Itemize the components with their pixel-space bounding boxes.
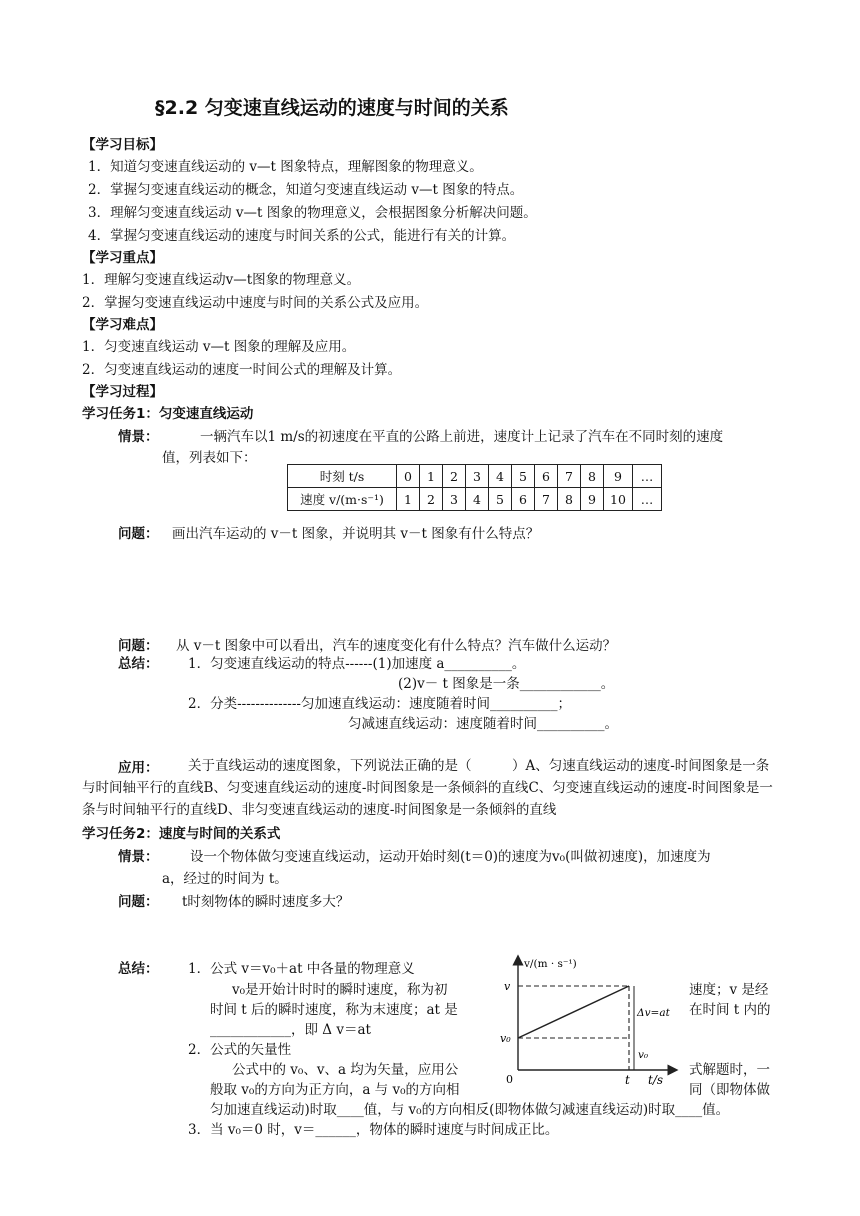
table-cell: 8 bbox=[581, 465, 604, 488]
table-cell: … bbox=[633, 465, 662, 488]
table-cell: 4 bbox=[489, 465, 512, 488]
focus-item: 2．掌握匀变速直线运动中速度与时间的关系公式及应用。 bbox=[82, 295, 429, 311]
table-cell: 9 bbox=[604, 465, 633, 488]
table-row bbox=[288, 488, 662, 511]
goal-item: 2．掌握匀变速直线运动的概念，知道匀变速直线运动 v—t 图象的特点。 bbox=[88, 182, 524, 198]
task2-summary-label: 总结： bbox=[118, 961, 159, 977]
task2-summary-2b-right: 同（即物体做 bbox=[689, 1082, 770, 1098]
task2-heading: 学习任务2：速度与时间的关系式 bbox=[82, 826, 281, 842]
task2-summary-2c: 匀加速直线运动)时取____值，与 v₀的方向相反(即物体做匀减速直线运动)时取____值。 bbox=[210, 1102, 730, 1118]
table-cell: 4 bbox=[466, 488, 489, 511]
task1-q1-label: 问题： bbox=[118, 526, 159, 542]
task2-summary-1c: ____________，即 Δ v＝at bbox=[210, 1022, 371, 1038]
task2-summary-1b: 时间 t 后的瞬时速度，称为末速度；at 是 bbox=[210, 1002, 458, 1018]
task1-summary-label: 总结： bbox=[118, 656, 159, 672]
task2-summary-2a-right: 式解题时，一 bbox=[689, 1062, 770, 1078]
table-cell: 1 bbox=[397, 488, 420, 511]
goal-item: 4．掌握匀变速直线运动的速度与时间关系的公式，能进行有关的计算。 bbox=[88, 228, 516, 244]
task2-summary-1a: v₀是开始计时时的瞬时速度，称为初 bbox=[232, 982, 448, 998]
focus-item: 1．理解匀变速直线运动v—t图象的物理意义。 bbox=[82, 272, 361, 288]
table-cell: 7 bbox=[535, 488, 558, 511]
v0-segment-label: v₀ bbox=[638, 1049, 649, 1061]
v0-label: v₀ bbox=[500, 1032, 511, 1045]
task1-scene-line2: 值，列表如下： bbox=[162, 450, 257, 466]
task2-summary-1: 1．公式 v＝v₀＋at 中各量的物理意义 bbox=[188, 961, 415, 977]
task2-summary-1a-right: 速度；v 是经 bbox=[689, 982, 769, 998]
task2-summary-1b-right: 在时间 t 内的 bbox=[689, 1002, 771, 1018]
task1-q2-label: 问题： bbox=[118, 638, 159, 654]
task2-scene-line1: 设一个物体做匀变速直线运动，运动开始时刻(t＝0)的速度为v₀(叫做初速度)，加速度为 bbox=[190, 849, 711, 865]
table-cell: 10 bbox=[604, 488, 633, 511]
task2-scene-line2: a，经过的时间为 t。 bbox=[162, 871, 288, 887]
table-cell: 5 bbox=[489, 488, 512, 511]
table-cell: 6 bbox=[535, 465, 558, 488]
t-label: t bbox=[625, 1073, 630, 1087]
task2-question: t时刻物体的瞬时速度多大？ bbox=[182, 894, 350, 910]
velocity-time-table bbox=[287, 464, 662, 511]
table-row bbox=[288, 465, 662, 488]
x-axis-label: t/s bbox=[648, 1073, 664, 1087]
task1-summary-1: 1．匀变速直线运动的特点------(1)加速度 a__________。 bbox=[188, 656, 526, 672]
task2-summary-3: 3．当 v₀＝0 时，v＝______，物体的瞬时速度与时间成正比。 bbox=[188, 1122, 559, 1138]
table-cell: 5 bbox=[512, 465, 535, 488]
table-cell: 0 bbox=[397, 465, 420, 488]
task1-application-text: 关于直线运动的速度图象，下列说法正确的是（ ）A、匀速直线运动的速度-时间图象是一条与时间轴平行的直线B、匀变速直线运动的速度-时间图象是一条倾斜的直线C、匀变速直线运动的速度-时间图象是一条与时间轴平行的直线D、非匀变速直线运动的速度-时间图象是一条倾斜的直线 bbox=[82, 758, 773, 818]
section-process-header: 【学习过程】 bbox=[82, 384, 163, 400]
task1-q2: 从 v－t 图象中可以看出，汽车的速度变化有什么特点？汽车做什么运动？ bbox=[176, 638, 617, 654]
goal-item: 1．知道匀变速直线运动的 v—t 图象特点，理解图象的物理意义。 bbox=[88, 159, 483, 175]
section-difficulty-header: 【学习难点】 bbox=[82, 317, 163, 333]
difficulty-item: 2．匀变速直线运动的速度一时间公式的理解及计算。 bbox=[82, 362, 402, 378]
section-goals-header: 【学习目标】 bbox=[82, 137, 163, 153]
v-label: v bbox=[504, 980, 511, 993]
origin-label: 0 bbox=[506, 1073, 513, 1086]
task1-scene-line1: 一辆汽车以1 m/s的初速度在平直的公路上前进，速度计上记录了汽车在不同时刻的速度 bbox=[200, 429, 724, 445]
delta-v-label: Δv=at bbox=[637, 1007, 670, 1019]
table-row-head: 速度 v/(m·s⁻¹) bbox=[288, 488, 397, 511]
task1-summary-4: 匀减速直线运动：速度随着时间__________。 bbox=[348, 716, 618, 732]
table-cell: 3 bbox=[466, 465, 489, 488]
goal-item: 3．理解匀变速直线运动 v—t 图象的物理意义，会根据图象分析解决问题。 bbox=[88, 205, 537, 221]
y-axis-label: v/(m · s⁻¹) bbox=[524, 958, 577, 970]
task2-summary-2: 2．公式的矢量性 bbox=[188, 1042, 292, 1058]
page-title: §2.2 匀变速直线运动的速度与时间的关系 bbox=[155, 97, 509, 119]
table-cell: … bbox=[633, 488, 662, 511]
table-cell: 2 bbox=[443, 465, 466, 488]
task1-summary-2: (2)v－ t 图象是一条____________。 bbox=[398, 676, 615, 692]
velocity-time-diagram bbox=[488, 950, 688, 1090]
difficulty-item: 1．匀变速直线运动 v—t 图象的理解及应用。 bbox=[82, 339, 356, 355]
task2-question-label: 问题： bbox=[118, 894, 159, 910]
task1-heading: 学习任务1：匀变速直线运动 bbox=[82, 406, 254, 422]
velocity-line bbox=[518, 986, 629, 1038]
table-cell: 1 bbox=[420, 465, 443, 488]
task1-application-label: 应用： bbox=[118, 760, 159, 776]
task2-summary-2a: 公式中的 v₀、v、a 均为矢量，应用公 bbox=[232, 1062, 459, 1078]
task1-scene-label: 情景： bbox=[118, 429, 159, 445]
task1-summary-3: 2．分类--------------匀加速直线运动：速度随着时间__________； bbox=[188, 696, 571, 712]
table-cell: 7 bbox=[558, 465, 581, 488]
task2-scene-label: 情景： bbox=[118, 849, 159, 865]
task1-q1: 画出汽车运动的 v－t 图象，并说明其 v－t 图象有什么特点？ bbox=[172, 526, 540, 542]
task2-summary-2b: 般取 v₀的方向为正方向，a 与 v₀的方向相 bbox=[210, 1082, 460, 1098]
section-focus-header: 【学习重点】 bbox=[82, 250, 163, 266]
table-cell: 2 bbox=[420, 488, 443, 511]
table-cell: 9 bbox=[581, 488, 604, 511]
table-cell: 6 bbox=[512, 488, 535, 511]
table-cell: 3 bbox=[443, 488, 466, 511]
table-cell: 8 bbox=[558, 488, 581, 511]
table-row-head: 时刻 t/s bbox=[288, 465, 397, 488]
